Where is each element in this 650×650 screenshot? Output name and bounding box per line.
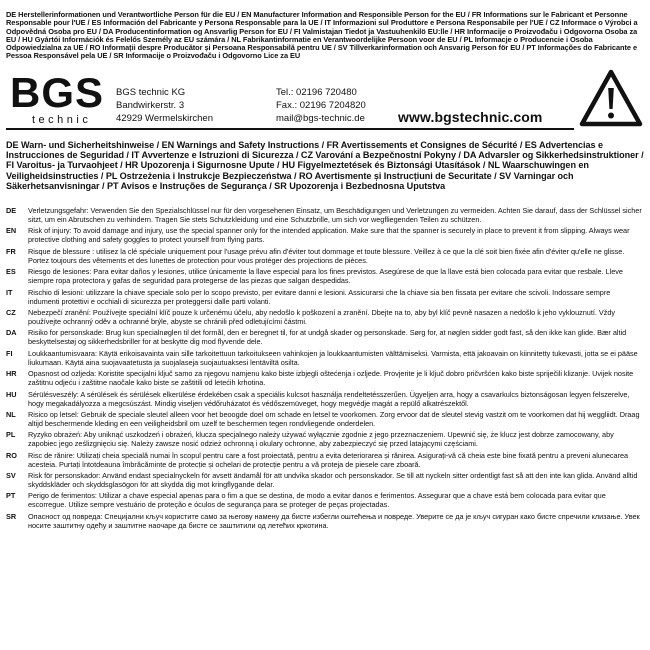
language-code: IT bbox=[6, 287, 13, 297]
instruction-text: Nebezpečí zranění: Používejte speciální klíč pouze k určenému účelu, aby nedošlo k poškození a zranění. Dbejte na to, aby byl klíč pevně nasazen a nedošlo k jeho vyklouznutí. Vždy používejte ochranný oděv a ochranné brýle, abyste se chránili před odletujícími částmi. bbox=[28, 307, 616, 326]
instruction-row bbox=[6, 267, 642, 285]
instruction-text: Risc de rănire: Utilizați cheia specială numai în scopul pentru care a fost proiectată, pentru a evita deteriorarea și rănirea. Asigurați-vă că cheia este bine fixată pentru a preveni alunecarea acesteia. Purtați întotdeauna îmbrăcăminte de protecție și ochelari de protecție pentru a vă proteja de piesele care zboară. bbox=[28, 450, 629, 469]
language-code: HR bbox=[6, 369, 17, 379]
logo-tagline: technic bbox=[32, 114, 92, 126]
language-code: CZ bbox=[6, 307, 16, 317]
instruction-row bbox=[6, 369, 642, 387]
instruction-text: Risque de blessure : utilisez la clé spéciale uniquement pour l'usage prévu afin d'éviter tout dommage et toute blessure. Veillez à ce que la clé soit bien fixée afin d'éviter qu'elle ne glisse. Portez toujours des vêtements et des lunettes de protection pour vous protéger des projections de pièces. bbox=[28, 246, 625, 265]
company-street: Bandwirkerstr. 3 bbox=[116, 100, 185, 111]
bgs-logo bbox=[8, 70, 104, 126]
instruction-row bbox=[6, 226, 642, 244]
instruction-row bbox=[6, 512, 642, 530]
exclamation-triangle-icon bbox=[579, 68, 643, 128]
language-code: SR bbox=[6, 511, 17, 521]
instruction-text: Verletzungsgefahr: Verwenden Sie den Spezialschlüssel nur für den vorgesehenen Einsatz, um Beschädigungen und Verletzungen zu vermeiden. Achten Sie darauf, dass der Schlüssel sicher sitzt, um ein Abrutschen zu verhindern. Tragen Sie stets Schutzkleidung und eine Schutzbrille, um sich vor wegfliegenden Teilen zu schützen. bbox=[28, 206, 642, 224]
language-code: FR bbox=[6, 246, 16, 256]
instruction-text: Risiko for personskade: Brug kun specialnøglen til det formål, den er beregnet til, for at undgå skader og personskade. Sørg for, at nøglen sidder godt fast, så den ikke kan glide. Bær altid beskyttelsestøj og sikkerhedsbriller for at beskytte dig mod flyvende dele. bbox=[28, 328, 627, 347]
safety-title: DE Warn- und Sicherheitshinweise / EN Warnings and Safety Instructions / FR Avertissements et Consignes de Sécurité / ES Advertencias e Instrucciones de Seguridad / IT Avvertenze e Istruzioni di Sicurezza / CZ Varování a Bezpečnostní Pokyny / DA Advarsler og Sikkerhedsinstruktioner / FI Varoitus- ja Turvaohjeet / HR Upozorenja i Sigurnosne Upute / HU Figyelmeztetések és Biztonsági Utasítások / NL Waarschuwingen en Veiligheidsinstructies / PL Ostrzeżenia i Instrukcje Bezpieczeństwa / RO Avertismente și Instrucțiuni de Securitate / SV Varningar och Säkerhetsanvisningar / PT Avisos e Instruções de Segurança / SR Upozorenja i Bezbednosna Uputstva bbox=[6, 140, 644, 191]
instruction-text: Riesgo de lesiones: Para evitar daños y lesiones, utilice únicamente la llave especial para los fines previstos. Asegúrese de que la llave está bien colocada para evitar que resbale. Lleve siempre ropa protectora y gafas de seguridad para protegerse de las piezas que salgan despedidas. bbox=[28, 267, 623, 286]
instruction-text: Perigo de ferimentos: Utilizar a chave especial apenas para o fim a que se destina, de modo a evitar danos e ferimentos. Assegurar que a chave está bem colocada para evitar que escorregue. Utilize sempre vestuário de proteção e óculos de segurança para se proteger de peças projectadas. bbox=[28, 491, 606, 510]
header-divider bbox=[6, 128, 574, 130]
language-code: PT bbox=[6, 491, 16, 501]
website-link[interactable]: www.bgstechnic.com bbox=[398, 109, 543, 125]
language-code: DA bbox=[6, 328, 17, 338]
company-name: BGS technic KG bbox=[116, 87, 186, 98]
language-code: NL bbox=[6, 409, 16, 419]
instruction-row bbox=[6, 471, 642, 489]
instruction-text: Опасност од повреда: Специјални кључ користите само за његову намену да бисте избегли оштећења и повреде. Уверите се да је кључ сигуран како бисте спречили клизање. Увек носите заштитну одећу и заштитне наочаре да бисте се заштитили од летећих кркотина. bbox=[28, 511, 640, 530]
instruction-row bbox=[6, 451, 642, 469]
instruction-text: Risk för personskador: Använd endast specialnyckeln för avsett ändamål för att undvika skador och personskador. Se till att nyckeln sitter ordentligt fast så att den inte kan glida. Använd alltid skyddskläder och skyddsglasögon för att skydda dig mot kringflygande delar. bbox=[28, 471, 638, 490]
manufacturer-info-heading: DE Herstellerinformationen und Verantwortliche Person für die EU / EN Manufacturer Information and Responsible Person for the EU / FR Informations sur le Fabricant et Personne Responsable pour l'UE / ES Información del Fabricante y Persona Responsable para la UE / IT Informazioni sul Produttore e Persona Responsabile per l'UE / CZ Informace o Výrobci a Odpovědná Osoba pro EU / DA Producentinformation og Ansvarlig Person for EU / FI Valmistajan Tiedot ja Vastuuhenkilö EU:lle / HR Informacije o Proizvođaču i Odgovorna Osoba za EU / HU Gyártói Információk és Felelős Személy az EU számára / NL Fabrikantinformatie en Verantwoordelijke Persoon voor de EU / PL Informacje o Producencie i Osoba Odpowiedzialna za UE / RO Informații despre Producător și Persoana Responsabilă pentru UE / SV Tillverkarinformation och Ansvarig Person för EU / PT Informações do Fabricante e Pessoa Responsável pela UE / SR Informacije o Proizvođaču i Odgovorno Lice za EU bbox=[6, 10, 638, 61]
instructions-list bbox=[6, 206, 642, 532]
instruction-row bbox=[6, 390, 642, 408]
company-contact bbox=[276, 86, 366, 125]
instruction-row bbox=[6, 491, 642, 509]
phone-number: Tel.: 02196 720480 bbox=[276, 87, 357, 98]
company-address bbox=[116, 86, 213, 125]
language-code: EN bbox=[6, 226, 17, 236]
instruction-row bbox=[6, 410, 642, 428]
language-code: HU bbox=[6, 389, 17, 399]
instruction-text: Rischio di lesioni: utilizzare la chiave speciale solo per lo scopo previsto, per evitare danni e lesioni. Assicurarsi che la chiave sia ben fissata per evitare che scivoli. Indossare sempre indumenti protettivi e occhiali di sicurezza per proteggersi dalle parti volanti. bbox=[28, 287, 611, 306]
instruction-row bbox=[6, 430, 642, 448]
language-code: FI bbox=[6, 348, 13, 358]
language-code: PL bbox=[6, 430, 16, 440]
language-code: SV bbox=[6, 471, 16, 481]
company-city: 42929 Wermelskirchen bbox=[116, 113, 213, 124]
logo-letters: BGS bbox=[10, 70, 104, 116]
instruction-row bbox=[6, 288, 642, 306]
instruction-row bbox=[6, 247, 642, 265]
instruction-text: Risico op letsel: Gebruik de speciale sleutel alleen voor het beoogde doel om schade en letsel te voorkomen. Zorg ervoor dat de sleutel stevig vastzit om te voorkomen dat hij weggliidt. Draag altijd beschermende kleding en een veiligheidsbril om uzelf te beschermen tegen rondvliegende onderdelen. bbox=[28, 409, 640, 428]
language-code: RO bbox=[6, 450, 17, 460]
instruction-text: Opasnost od ozljeda: Koristite specijalni ključ samo za njegovu namjenu kako biste izbjegli oštećenja i ozljede. Provjerite je li ključ dobro pričvršćen kako biste spriječili klizanje. Uvijek nosite zaštitnu odjeću i zaštitne naočale kako biste se zaštitili od letećih krhotina. bbox=[28, 369, 634, 388]
company-section bbox=[0, 64, 650, 130]
fax-number: Fax.: 02196 7204820 bbox=[276, 100, 366, 111]
instruction-text: Risk of injury: To avoid damage and injury, use the special spanner only for the intended application. Make sure that the spanner is securely in place to prevent it from slipping. Always wear protective clothing and safety goggles to protect yourself from flying parts. bbox=[28, 226, 630, 245]
instruction-row bbox=[6, 308, 642, 326]
language-code: DE bbox=[6, 206, 17, 215]
instruction-row bbox=[6, 206, 642, 224]
instruction-text: Ryzyko obrażeń: Aby uniknąć uszkodzeń i obrażeń, klucza specjalnego należy używać wyłącznie zgodnie z jego przeznaczeniem. Upewnić się, że klucz jest dobrze zamocowany, aby zapobiec jego ześlizgnięciu się. Należy zawsze nosić odzież ochronną i okulary ochronne, aby zabezpieczyć się przed latającymi częściami. bbox=[28, 430, 614, 449]
instruction-text: Sérülésveszély: A sérülések és sérülések elkerülése érdekében csak a speciális kulcsot használja rendeltetésszerűen. Ügyeljen arra, hogy a csavarkulcs biztonságosan legyen felszerelve, hogy megakadályozza a megcsúszást. Mindig viseljen védőruházatot és védőszemüveget, hogy megvédje magát a repülő alkatrészektől. bbox=[28, 389, 630, 408]
instruction-row bbox=[6, 328, 642, 346]
email-address[interactable]: mail@bgs-technic.de bbox=[276, 113, 365, 124]
language-code: ES bbox=[6, 267, 16, 277]
instruction-row bbox=[6, 349, 642, 367]
instruction-text: Loukkaantumisvaara: Käytä erikoisavainta vain sille tarkoitettuun tarkoitukseen vahinkojen ja loukkaantumisten välttämiseksi. Varmista, että jakoavain on kiinnitetty tukevasti, jotta se ei pääse liukumaan. Käytä aina suojavaatetusta ja suojalaseja suojautuaksesi lentäviltä osilta. bbox=[28, 348, 638, 367]
